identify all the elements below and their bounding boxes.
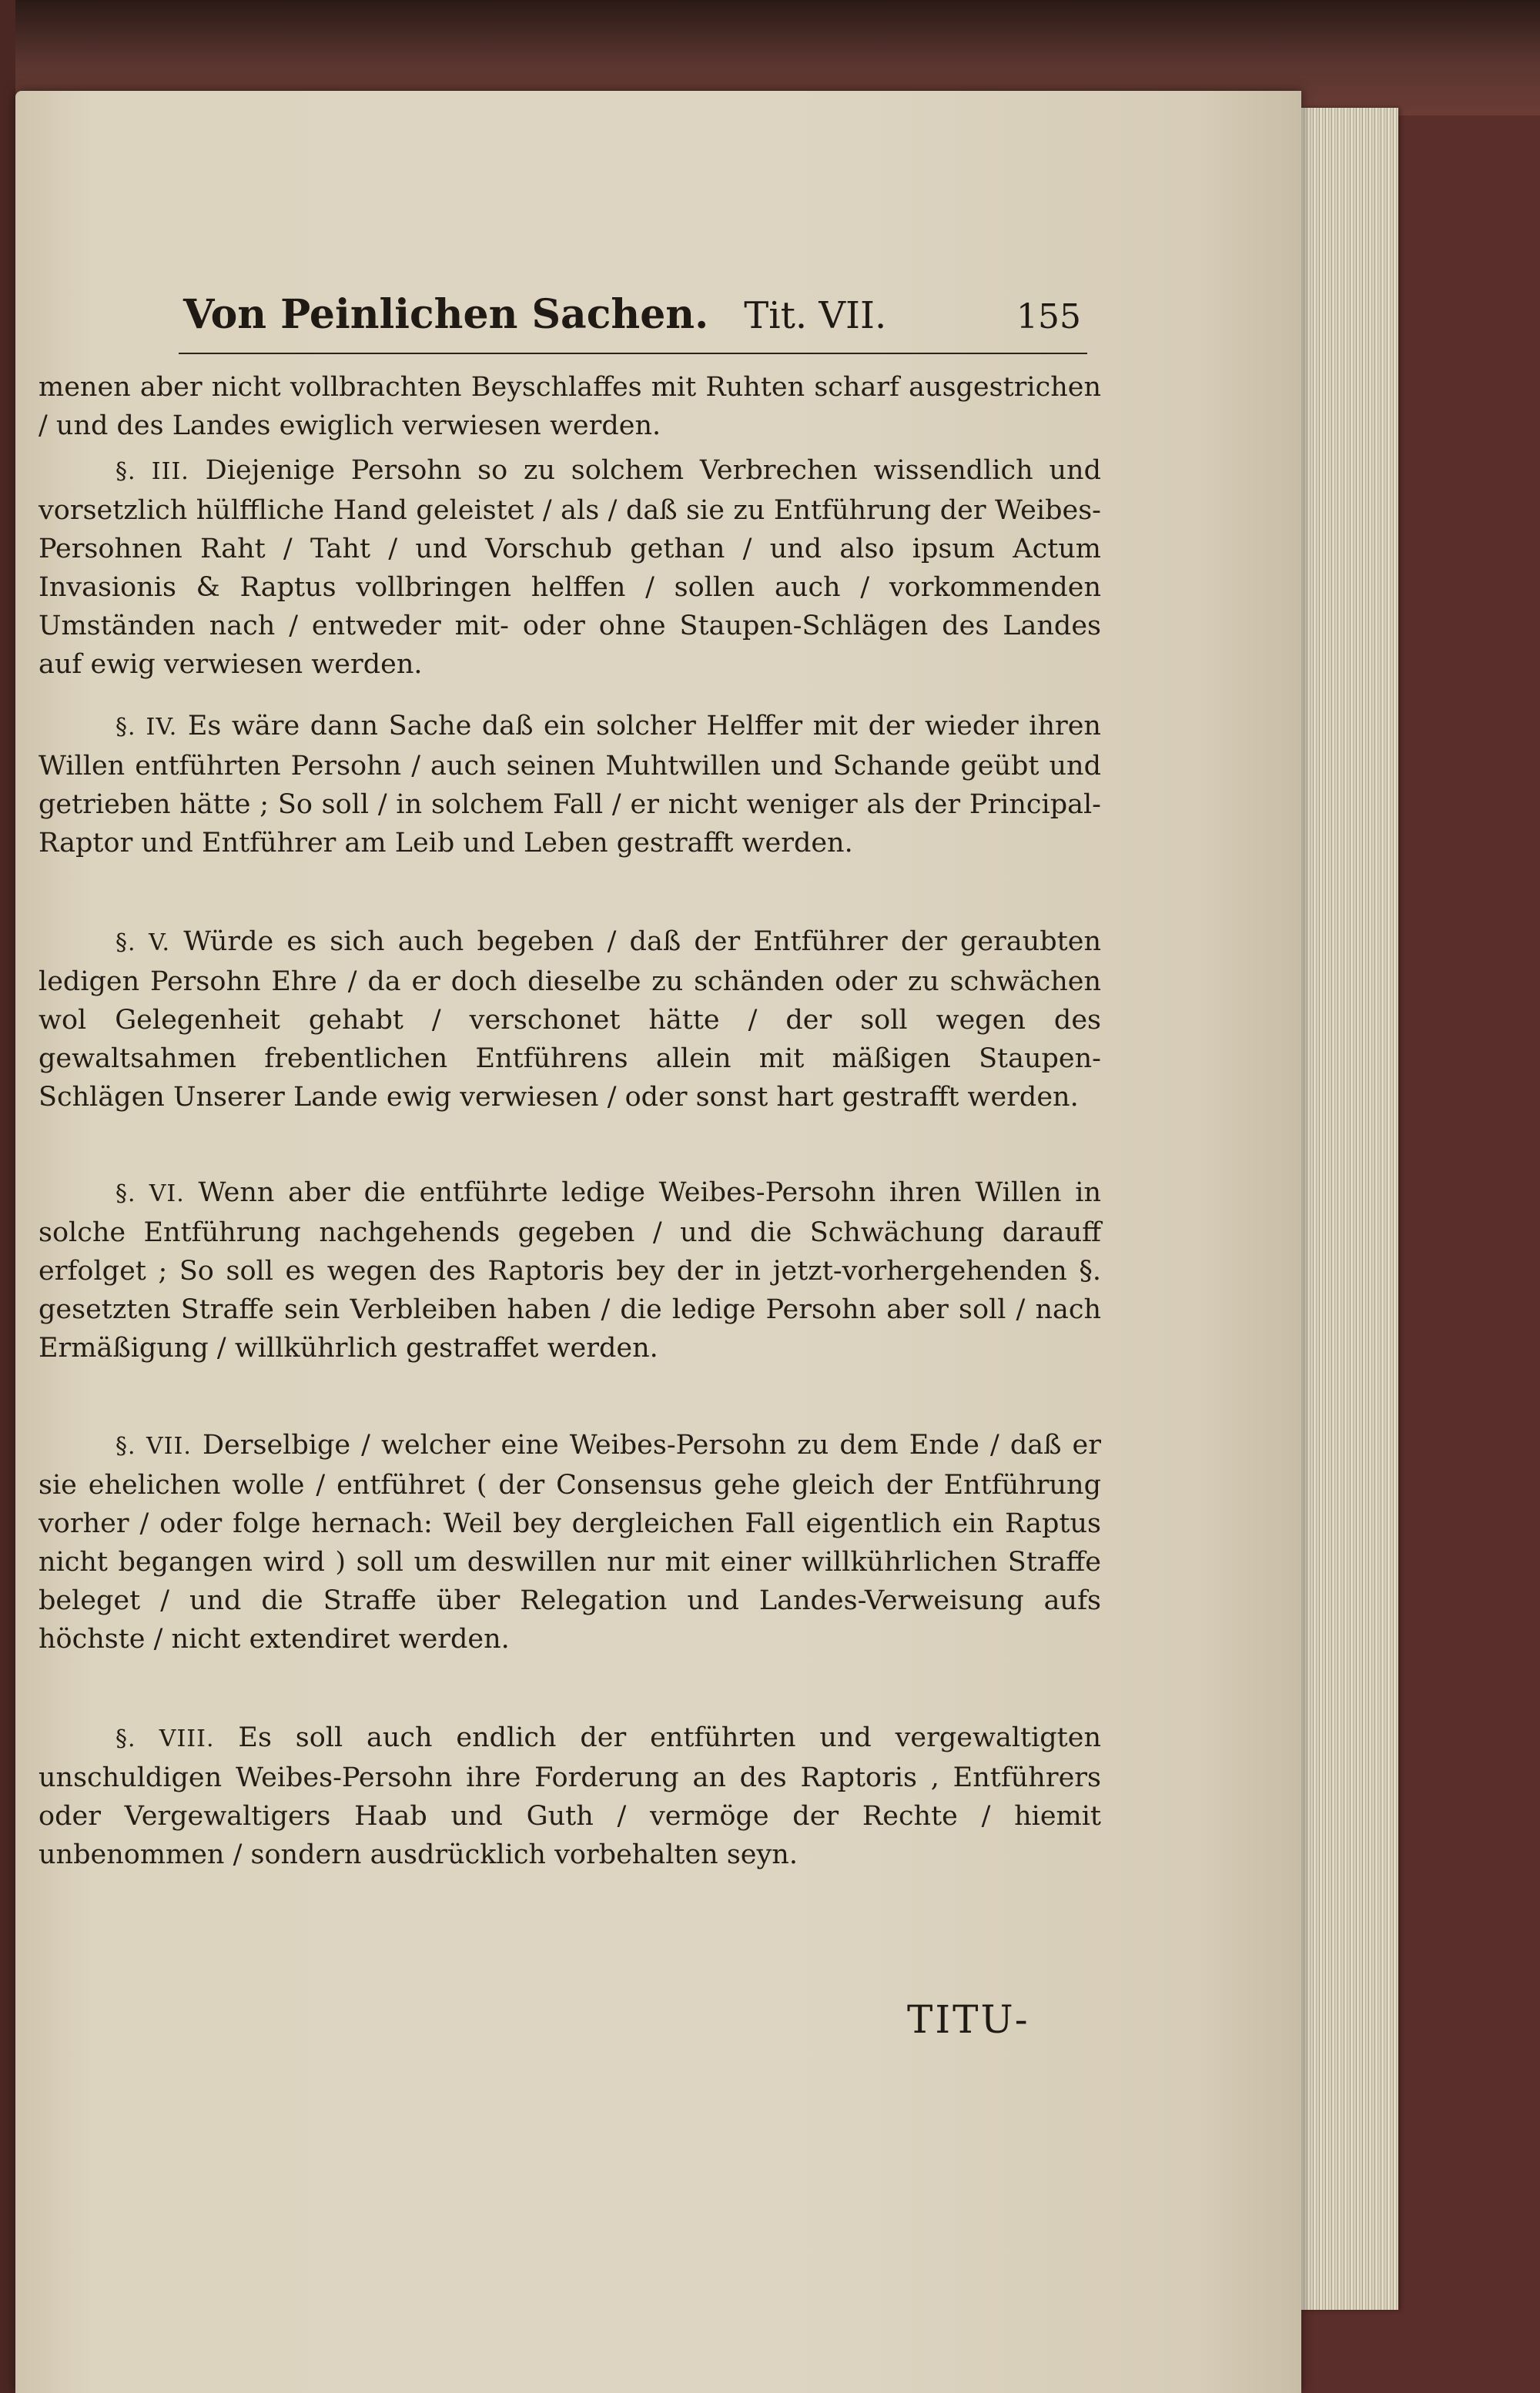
paragraph-text: Derselbige / welcher eine Weibes-Persohn zu dem Ende / daß er sie ehelichen wolle / entführet ( der Consensus gehe gleich der Entführung vorher / oder folge hernach: Weil bey dergleichen Fall eigentlich ein Raptus nicht begangen wird ) soll um deswillen nur mit einer willkührlichen Straffe beleget / und die Straffe über Relegation und Landes-Verweisung aufs höchste / nicht extendiret werden. [38,1430,1101,1655]
paragraph-text: Es wäre dann Sache daß ein solcher Helffer mit der wieder ihren Willen entführten Persohn / auch seinen Muhtwillen und Schande geübt und getrieben hätte ; So soll / in solchem Fall / er nicht weniger als der Principal-Raptor und Entführer am Leib und Leben gestrafft werden. [38,711,1101,858]
paragraph-5 [38,922,1101,1116]
page-header [179,291,1087,354]
catchword: TITU- [907,1997,1030,2042]
paragraph-text: Diejenige Persohn so zu solchem Verbrechen wissendlich und vorsetzlich hülffliche Hand geleistet / als / daß sie zu Entführung der Weibes-Persohnen Raht / Taht / und Vorschub gethan / und also ipsum Actum Invasionis & Raptus vollbringen helffen / sollen auch / vorkommenden Umständen nach / entweder mit- oder ohne Staupen-Schlägen des Landes auf ewig verwiesen werden. [38,455,1101,680]
paragraph-3 [38,451,1101,684]
paragraph-6 [38,1173,1101,1367]
title-number: Tit. VII. [744,294,887,337]
scan-background-left [0,0,15,2393]
paragraph-text: menen aber nicht vollbrachten Beyschlaffes mit Ruhten scharf ausgestrichen / und des Landes ewiglich verwiesen werden. [38,372,1101,441]
paragraph-7 [38,1426,1101,1658]
section-mark: §. IV. [116,714,178,741]
running-title: Von Peinlichen Sachen. [183,291,709,338]
section-mark: §. VIII. [116,1725,215,1752]
paragraph-text: Wenn aber die entführte ledige Weibes-Persohn ihren Willen in solche Entführung nachgehends gegeben / und die Schwächung darauff erfolget ; So soll es wegen des Raptoris bey der in jetzt-vorhergehenden §. gesetzten Straffe sein Verbleiben haben / die ledige Persohn aber soll / nach Ermäßigung / willkührlich gestraffet werden. [38,1177,1101,1364]
paragraph-8 [38,1719,1101,1874]
book-page-edges [1301,108,1398,2310]
section-mark: §. VI. [116,1180,185,1207]
paragraph-4 [38,707,1101,862]
section-mark: §. III. [116,458,189,485]
page-number: 155 [1016,297,1081,336]
paragraph-continuation [38,368,1101,445]
section-mark: §. VII. [116,1433,192,1460]
paragraph-text: Es soll auch endlich der entführten und vergewaltigten unschuldigen Weibes-Persohn ihre Forderung an des Raptoris , Entführers oder Vergewaltigers Haab und Guth / vermöge der Rechte / hiemit unbenommen / sondern ausdrücklich vorbehalten seyn. [38,1722,1101,1870]
section-mark: §. V. [116,929,171,956]
paragraph-text: Würde es sich auch begeben / daß der Entführer der geraubten ledigen Persohn Ehre / da er doch dieselbe zu schänden oder zu schwächen wol Gelegenheit gehabt / verschonet hätte / der soll wegen des gewaltsahmen frebentlichen Entführens allein mit mäßigen Staupen-Schlägen Unserer Lande ewig verwiesen / oder sonst hart gestrafft werden. [38,926,1101,1113]
